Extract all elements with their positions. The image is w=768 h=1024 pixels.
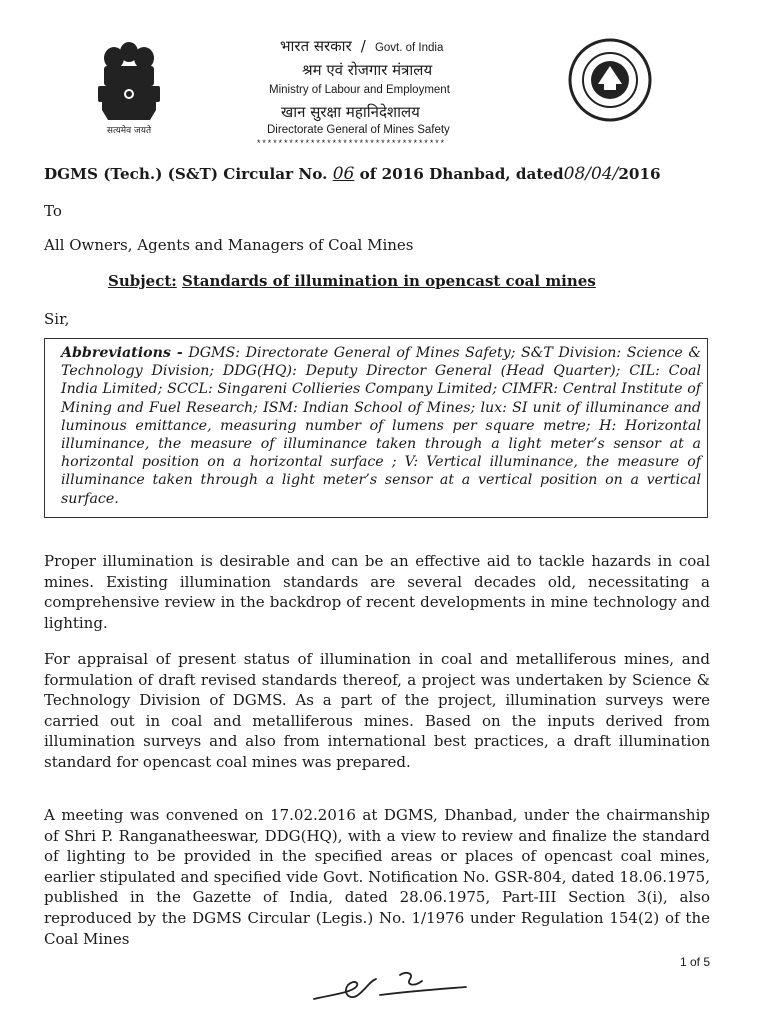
national-emblem-icon xyxy=(88,36,170,138)
paragraph-2: For appraisal of present status of illumination in coal and metalliferous mines, and formulation of draft revised standards thereof, a project was undertaken by Science & Technology Division of DGMS. As a part of the project, illumination surveys were carried out in coal and metalliferous mines. Based on the inputs derived from illumination surveys and also from international best practices, a draft illumination standard for opencast coal mines was prepared. xyxy=(44,650,710,771)
dgms-seal-logo xyxy=(568,38,652,122)
paragraph-1: Proper illumination is desirable and can be an effective aid to tackle hazards in coal mines. Existing illumination standards are several decades old, necessitating a comprehensive review in the backdrop of recent developments in mine technology and lighting. xyxy=(44,552,710,632)
circular-reference xyxy=(44,164,661,184)
subject-label: Subject: xyxy=(108,272,177,290)
ministry-name: Ministry of Labour and Employment xyxy=(269,84,450,96)
addressee: All Owners, Agents and Managers of Coal Mines xyxy=(44,236,414,254)
abbreviations-text: DGMS: Directorate General of Mines Safety; S&T Division: Science & Technology Division; DDG(HQ): Deputy Director General (Head Quarter); CIL: Coal India Limited; SCCL: Singareni Collieries Company Limited; CIMFR: Central Institute of Mining and Fuel Research; ISM: Indian School of Mines; lux: SI unit of illuminance and luminous emittance, measuring number of lumens per square metre; H: Horizontal illuminance, the measure of illuminance taken through a light meter’s sensor at a horizontal position on a horizontal surface ; V: Vertical illuminance, the measure of illuminance taken through a light meter’s sensor at a vertical position on a vertical surface. xyxy=(61,345,701,507)
circular-prefix: DGMS (Tech.) (S&T) Circular No. xyxy=(44,165,328,183)
abbreviations-box xyxy=(44,338,708,518)
hindi-ministry: श्रम एवं रोजगार मंत्रालय xyxy=(302,61,433,79)
subject-line xyxy=(108,272,596,290)
separator: / xyxy=(360,37,366,55)
circular-mid: of 2016 Dhanbad, dated xyxy=(359,165,564,183)
page-number: 1 of 5 xyxy=(679,955,710,969)
to-label: To xyxy=(44,202,62,220)
subject-text: Standards of illumination in opencast coal mines xyxy=(182,272,596,290)
circular-year: 2016 xyxy=(618,165,661,183)
salutation: Sir, xyxy=(44,310,70,328)
paragraph-3: A meeting was convened on 17.02.2016 at DGMS, Dhanbad, under the chairmanship of Shri P. Ranganatheeswar, DDG(HQ), with a view to review and finalize the standard of lighting to be provided in the specified areas or places of opencast coal mines, earlier stipulated and specified vide Govt. Notification No. GSR-804, dated 18.06.1975, published in the Gazette of India, dated 28.06.1975, Part-III Section 3(i), also reproduced by the DGMS Circular (Legis.) No. 1/1976 under Regulation 154(2) of the Coal Mines xyxy=(44,806,710,948)
govt-of-india: Govt. of India xyxy=(374,42,444,54)
abbreviations-label: Abbreviations - xyxy=(61,345,183,361)
signature-icon xyxy=(310,965,470,1009)
dgms-name: Directorate General of Mines Safety xyxy=(267,124,450,136)
circular-date-handwritten: 08/04/ xyxy=(563,164,619,184)
svg-text:सत्यमेव जयते: सत्यमेव जयते xyxy=(106,126,152,136)
circular-number: 06 xyxy=(332,164,355,184)
hindi-dgms: खान सुरक्षा महानिदेशालय xyxy=(281,103,420,121)
hindi-govt: भारत सरकार xyxy=(280,37,352,55)
star-divider: *********************************** xyxy=(256,139,446,149)
